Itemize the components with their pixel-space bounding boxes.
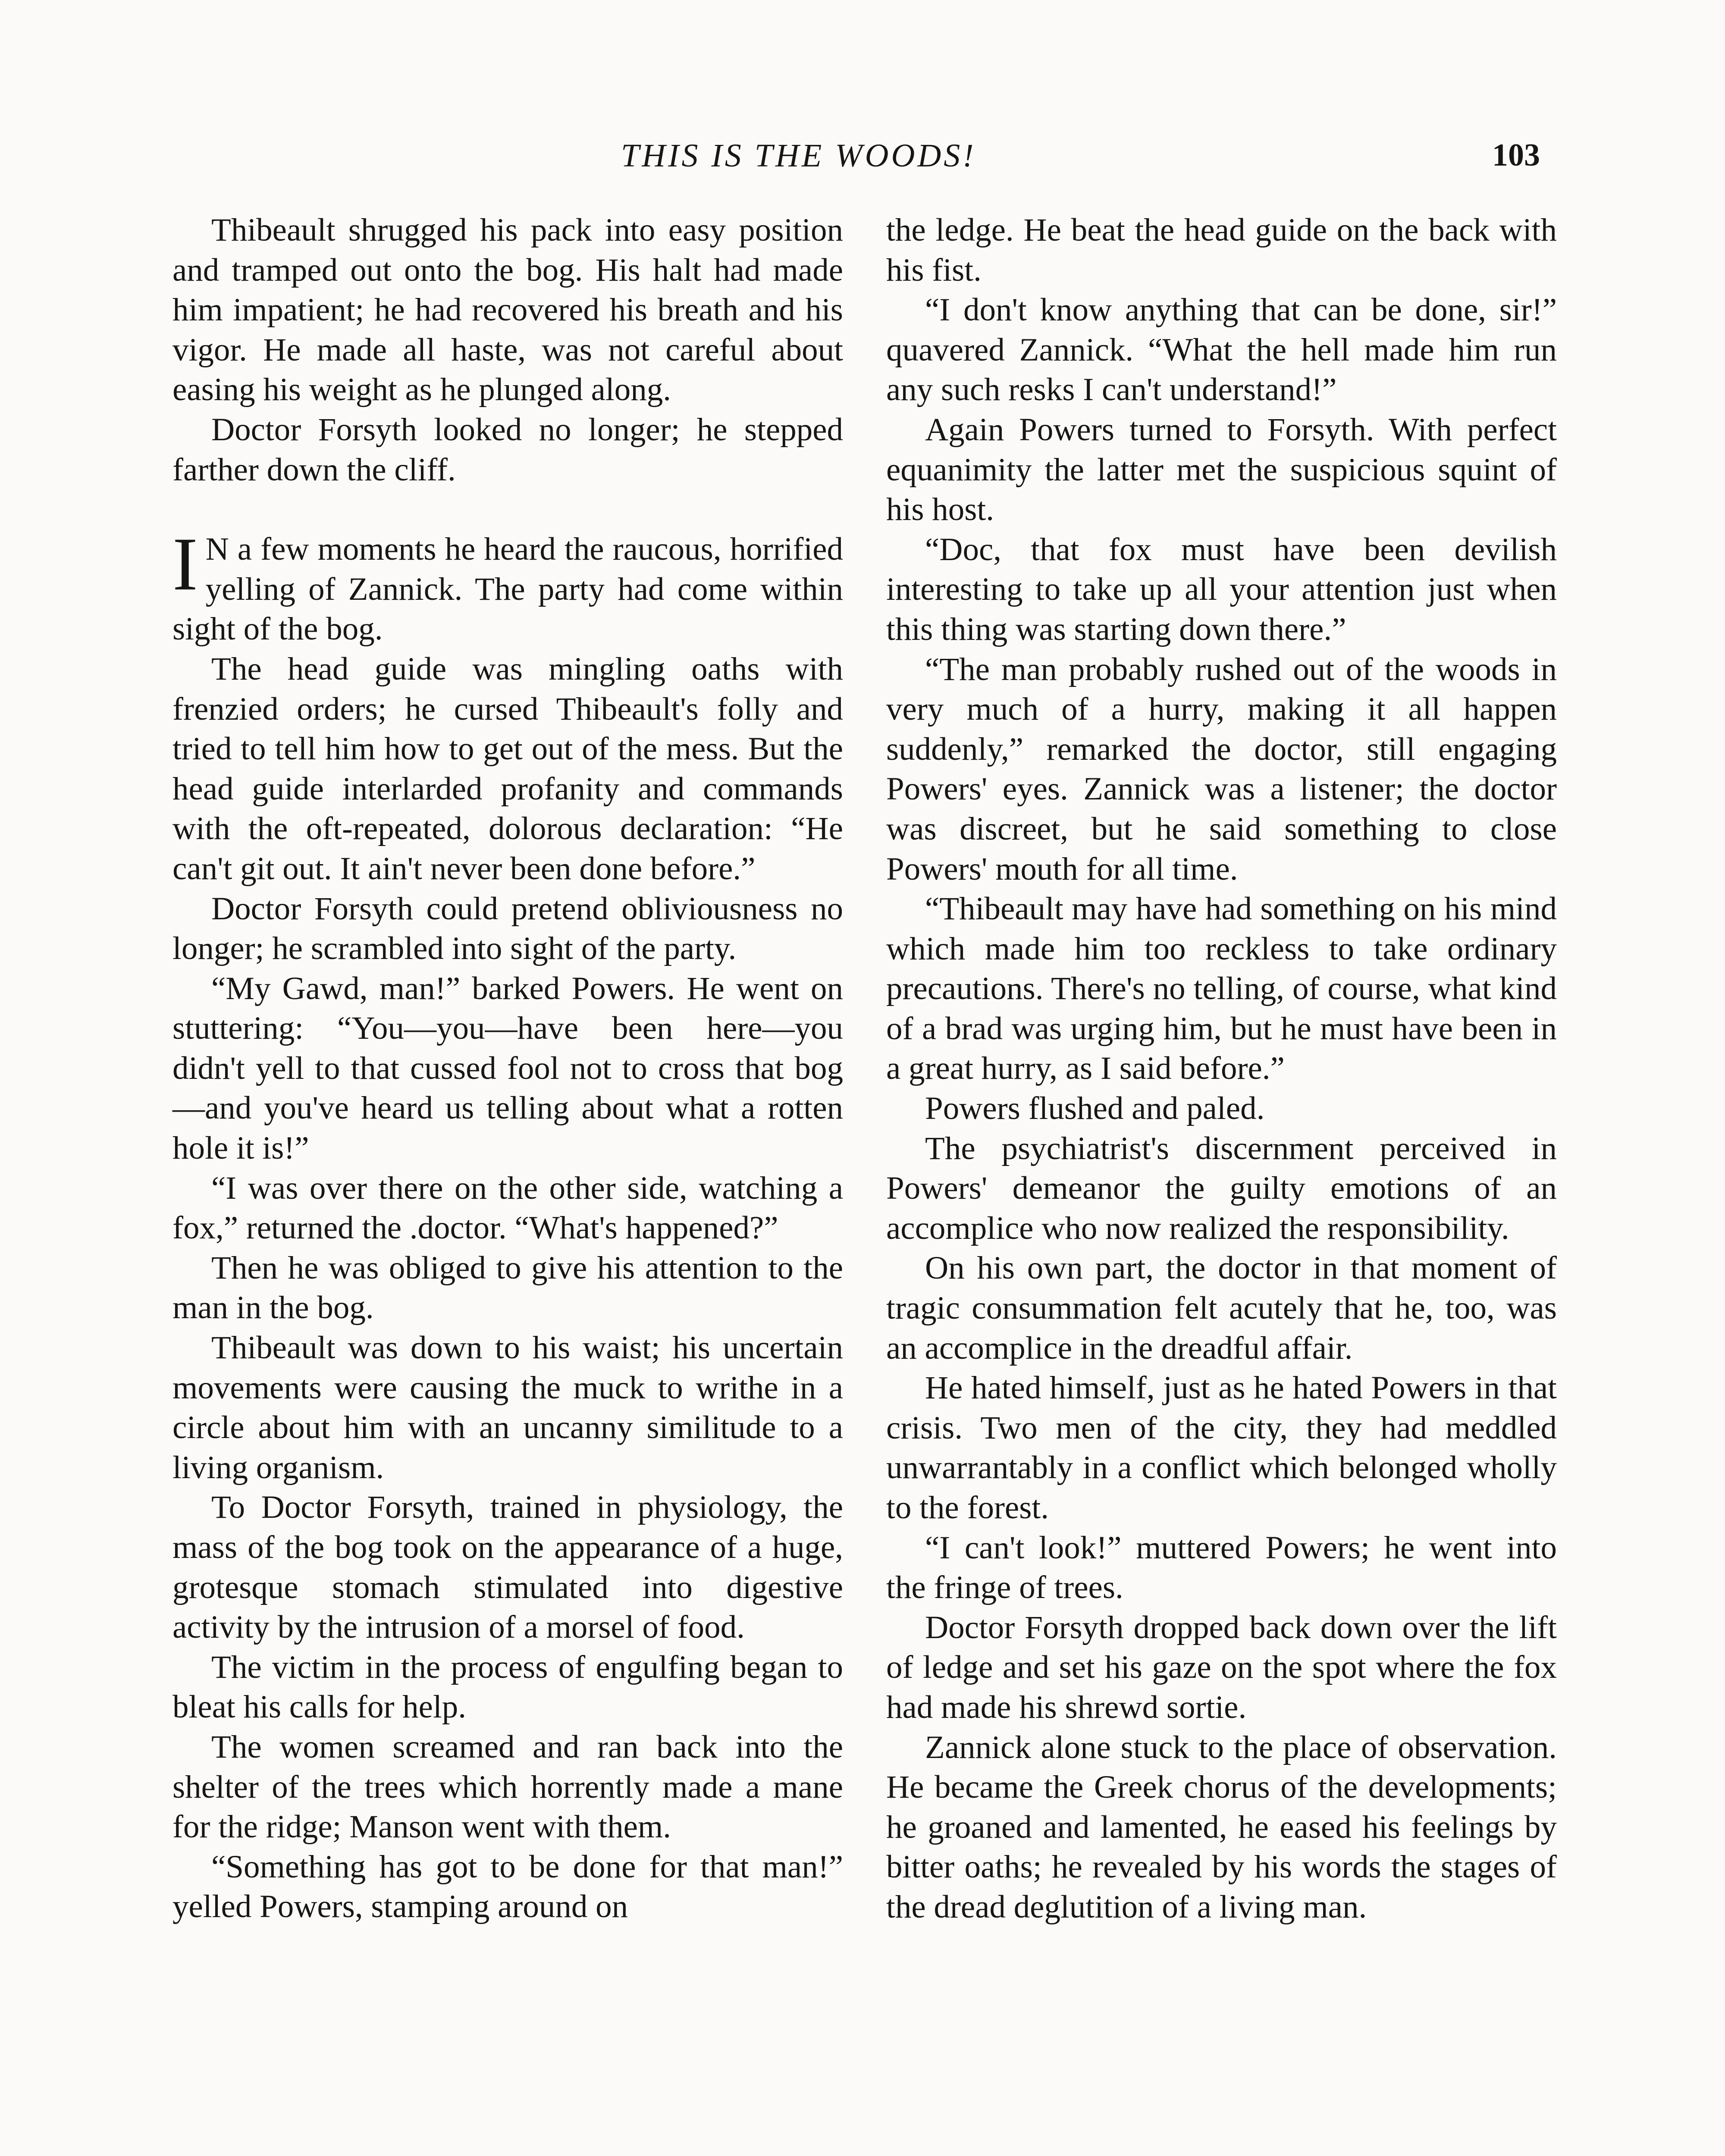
left-column: [172, 210, 843, 1927]
paragraph: Then he was obliged to give his attention to the man in the bog.: [172, 1250, 843, 1326]
paragraph: The women screamed and ran back into the shelter of the trees which horrently made a mane for the ridge; Manson went with them.: [172, 1729, 843, 1845]
paragraph-text: N a few moments he heard the raucous, horrified yelling of Zannick. The party had come within sight of the bog.: [172, 531, 843, 647]
paragraph: He hated himself, just as he hated Powers in that crisis. Two men of the city, they had meddled unwarrantably in a conflict which belonged wholly to the forest.: [886, 1370, 1557, 1526]
paragraph: Zannick alone stuck to the place of observation. He became the Greek chorus of the developments; he groaned and lamented, he eased his feelings by bitter oaths; he revealed by his words the stages of the dread deglutition of a living man.: [886, 1729, 1557, 1925]
section-opening-paragraph: [172, 522, 843, 649]
paragraph: “Doc, that fox must have been devilish interesting to take up all your attention just when this thing was starting down there.”: [886, 531, 1557, 647]
paragraph: The head guide was mingling oaths with frenzied orders; he cursed Thibeault's folly and tried to tell him how to get out of the mess. But the head guide interlarded profanity and commands with the oft-repeated, dolorous declaration: “He can't git out. It ain't never been done before.”: [172, 651, 843, 887]
paragraph: To Doctor Forsyth, trained in physiology, the mass of the bog took on the appearance of a huge, grotesque stomach stimulated into digestive activity by the intrusion of a morsel of food.: [172, 1489, 843, 1645]
page-header: [0, 137, 1725, 189]
paragraph: “I don't know anything that can be done, sir!” quavered Zannick. “What the hell made him run any such resks I can't understand!”: [886, 292, 1557, 408]
text-columns: [172, 210, 1557, 1927]
right-column: [886, 210, 1557, 1927]
paragraph: Doctor Forsyth looked no longer; he stepped farther down the cliff.: [172, 411, 843, 488]
paragraph: “I can't look!” muttered Powers; he went into the fringe of trees.: [886, 1529, 1557, 1606]
paragraph: The psychiatrist's discernment perceived in Powers' demeanor the guilty emotions of an accomplice who now realized the responsibility.: [886, 1130, 1557, 1246]
paragraph: “My Gawd, man!” barked Powers. He went on stuttering: “You—you—have been here—you didn't yell to that cussed fool not to cross that bog—and you've heard us telling about what a rotten hole it is!”: [172, 970, 843, 1166]
running-title: THIS IS THE WOODS!: [621, 138, 976, 174]
paragraph: Powers flushed and paled.: [925, 1091, 1265, 1127]
drop-cap: I: [172, 522, 198, 607]
paragraph: “Something has got to be done for that man!” yelled Powers, stamping around on: [172, 1849, 843, 1925]
paragraph: The victim in the process of engulfing began to bleat his calls for help.: [172, 1649, 843, 1725]
paragraph: Again Powers turned to Forsyth. With perfect equanimity the latter met the suspicious squint of his host.: [886, 411, 1557, 528]
paragraph: “Thibeault may have had something on his mind which made him too reckless to take ordinary precautions. There's no telling, of course, what kind of a brad was urging him, but he must have been in a great hurry, as I said before.”: [886, 891, 1557, 1087]
section-break: [172, 490, 843, 530]
page-number: 103: [1492, 138, 1540, 173]
paragraph: Thibeault was down to his waist; his uncertain movements were causing the muck to writhe in a circle about him with an uncanny similitude to a living organism.: [172, 1330, 843, 1485]
paragraph-continued: the ledge. He beat the head guide on the back with his fist.: [886, 212, 1557, 288]
paragraph: Doctor Forsyth could pretend obliviousness no longer; he scrambled into sight of the party.: [172, 890, 843, 967]
paragraph: Thibeault shrugged his pack into easy position and tramped out onto the bog. His halt had made him impatient; he had recovered his breath and his vigor. He made all haste, was not careful about easing his weight as he plunged along.: [172, 212, 843, 408]
paragraph: Doctor Forsyth dropped back down over the lift of ledge and set his gaze on the spot where the fox had made his shrewd sortie.: [886, 1609, 1557, 1725]
paragraph: “I was over there on the other side, watching a fox,” returned the .doctor. “What's happened?”: [172, 1170, 843, 1246]
paragraph: “The man probably rushed out of the woods in very much of a hurry, making it all happen suddenly,” remarked the doctor, still engaging Powers' eyes. Zannick was a listener; the doctor was discreet, but he said something to close Powers' mouth for all time.: [886, 651, 1557, 887]
paragraph: On his own part, the doctor in that moment of tragic consummation felt acutely that he, too, was an accomplice in the dreadful affair.: [886, 1250, 1557, 1366]
